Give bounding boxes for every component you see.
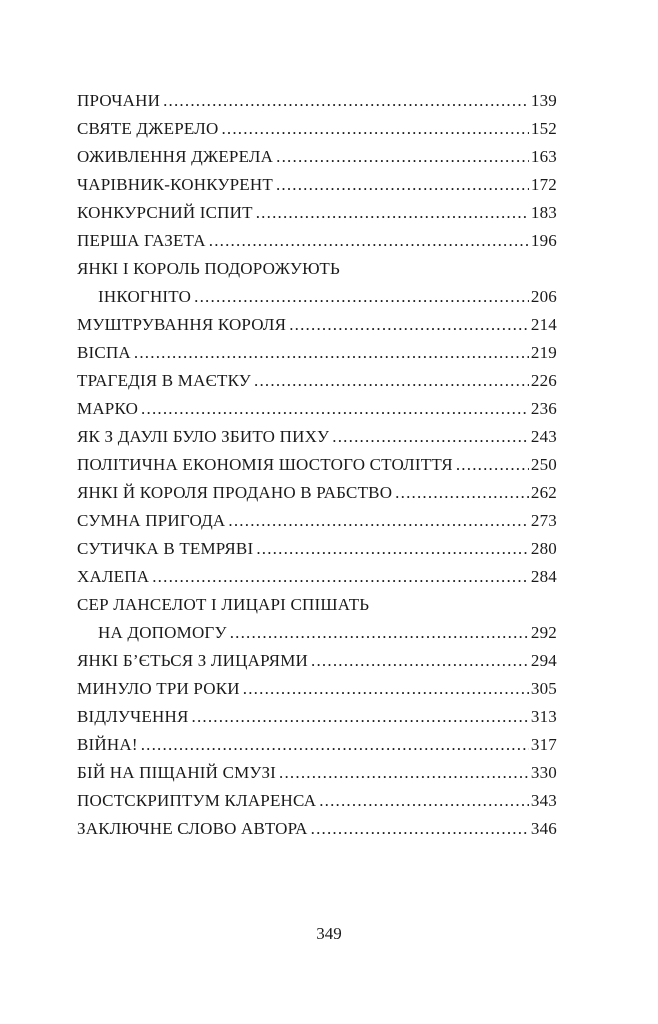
- toc-entry: [77, 367, 557, 395]
- toc-page: 139: [530, 91, 557, 110]
- dot-leader: [319, 787, 529, 815]
- toc-entry: [77, 507, 557, 535]
- dot-leader: [311, 647, 529, 675]
- toc-entry: [77, 87, 557, 115]
- toc-entry: [77, 227, 557, 255]
- dot-leader: [194, 283, 529, 311]
- toc-page: 250: [530, 455, 557, 474]
- toc-entry: [77, 311, 557, 339]
- toc-title: ЗАКЛЮЧНЕ СЛОВО АВТОРА: [77, 819, 308, 838]
- toc-title: ЯНКІ Б’ЄТЬСЯ З ЛИЦАРЯМИ: [77, 651, 309, 670]
- dot-leader: [395, 479, 529, 507]
- toc-page: 313: [530, 707, 557, 726]
- dot-leader: [141, 731, 529, 759]
- toc-page: 292: [530, 623, 557, 642]
- toc-title: МУШТРУВАННЯ КОРОЛЯ: [77, 315, 287, 334]
- toc-page: 219: [530, 343, 557, 362]
- toc-title: СУТИЧКА В ТЕМРЯВІ: [77, 539, 254, 558]
- toc-entry: [77, 199, 557, 227]
- toc-entry: [77, 815, 557, 843]
- toc-entry: [77, 479, 557, 507]
- toc-entry: [77, 703, 557, 731]
- toc-title: ЯК З ДАУЛІ БУЛО ЗБИТО ПИХУ: [77, 427, 330, 446]
- toc-title: ПОЛІТИЧНА ЕКОНОМІЯ ШОСТОГО СТОЛІТТЯ: [77, 455, 453, 474]
- toc-page: 214: [530, 315, 557, 334]
- toc-title: СВЯТЕ ДЖЕРЕЛО: [77, 119, 219, 138]
- page-number: 349: [316, 924, 342, 943]
- dot-leader: [192, 703, 529, 731]
- toc-entry: [77, 451, 557, 479]
- dot-leader: [332, 423, 529, 451]
- toc-entry: [77, 759, 557, 787]
- toc-page: 284: [530, 567, 557, 586]
- dot-leader: [152, 563, 529, 591]
- toc-entry: [77, 731, 557, 759]
- toc-page: 305: [530, 679, 557, 698]
- toc-entry: [77, 395, 557, 423]
- dot-leader: [456, 451, 529, 479]
- toc-page: 262: [530, 483, 557, 502]
- toc-title: МИНУЛО ТРИ РОКИ: [77, 679, 240, 698]
- toc-title: СУМНА ПРИГОДА: [77, 511, 226, 530]
- toc-page: 172: [530, 175, 557, 194]
- dot-leader: [243, 675, 529, 703]
- toc-entry: [77, 115, 557, 143]
- toc-title: ЯНКІ Й КОРОЛЯ ПРОДАНО В РАБСТВО: [77, 483, 393, 502]
- toc-page: 226: [530, 371, 557, 390]
- toc-page: 196: [530, 231, 557, 250]
- toc-page: 152: [530, 119, 557, 138]
- dot-leader: [279, 759, 529, 787]
- toc-title: ХАЛЕПА: [77, 567, 150, 586]
- dot-leader: [311, 815, 529, 843]
- toc-page: 343: [530, 791, 557, 810]
- toc-entry: [77, 563, 557, 591]
- toc-title-line1: ЯНКІ І КОРОЛЬ ПОДОРОЖУЮТЬ: [77, 259, 340, 278]
- toc-title: КОНКУРСНИЙ ІСПИТ: [77, 203, 253, 222]
- toc-entry: [77, 591, 557, 647]
- toc-title: ВІСПА: [77, 343, 131, 362]
- dot-leader: [276, 143, 529, 171]
- toc-title: ВІЙНА!: [77, 735, 138, 754]
- table-of-contents: [77, 87, 557, 843]
- toc-page: 330: [530, 763, 557, 782]
- toc-page: 294: [530, 651, 557, 670]
- toc-page: 183: [530, 203, 557, 222]
- dot-leader: [256, 199, 529, 227]
- toc-title-line2: ІНКОГНІТО: [98, 287, 192, 306]
- toc-entry: [77, 255, 557, 311]
- dot-leader: [256, 535, 529, 563]
- dot-leader: [221, 115, 528, 143]
- dot-leader: [141, 395, 529, 423]
- toc-page: 163: [530, 147, 557, 166]
- toc-title-line2: НА ДОПОМОГУ: [98, 623, 227, 642]
- toc-title: ПРОЧАНИ: [77, 91, 161, 110]
- dot-leader: [134, 339, 529, 367]
- dot-leader: [289, 311, 529, 339]
- toc-entry: [77, 171, 557, 199]
- toc-title: ПЕРША ГАЗЕТА: [77, 231, 206, 250]
- toc-title: ВІДЛУЧЕННЯ: [77, 707, 189, 726]
- toc-entry: [77, 535, 557, 563]
- toc-page: 236: [530, 399, 557, 418]
- toc-page: 317: [530, 735, 557, 754]
- toc-title: ТРАГЕДІЯ В МАЄТКУ: [77, 371, 252, 390]
- toc-title: ОЖИВЛЕННЯ ДЖЕРЕЛА: [77, 147, 274, 166]
- dot-leader: [228, 507, 529, 535]
- toc-entry: [77, 143, 557, 171]
- toc-title: МАРКО: [77, 399, 139, 418]
- dot-leader: [230, 619, 529, 647]
- toc-entry: [77, 423, 557, 451]
- dot-leader: [209, 227, 529, 255]
- toc-page: 280: [530, 539, 557, 558]
- toc-title: ПОСТСКРИПТУМ КЛАРЕНСА: [77, 791, 317, 810]
- toc-title-line1: СЕР ЛАНСЕЛОТ І ЛИЦАРІ СПІШАТЬ: [77, 595, 370, 614]
- dot-leader: [163, 87, 529, 115]
- toc-page: 273: [530, 511, 557, 530]
- toc-entry: [77, 647, 557, 675]
- dot-leader: [254, 367, 529, 395]
- toc-page: 243: [530, 427, 557, 446]
- toc-title: ЧАРІВНИК-КОНКУРЕНТ: [77, 175, 273, 194]
- toc-entry: [77, 787, 557, 815]
- dot-leader: [276, 171, 529, 199]
- toc-title: БІЙ НА ПІЩАНІЙ СМУЗІ: [77, 763, 277, 782]
- toc-page: 206: [530, 287, 557, 306]
- toc-entry: [77, 675, 557, 703]
- toc-page: 346: [530, 819, 557, 838]
- toc-entry: [77, 339, 557, 367]
